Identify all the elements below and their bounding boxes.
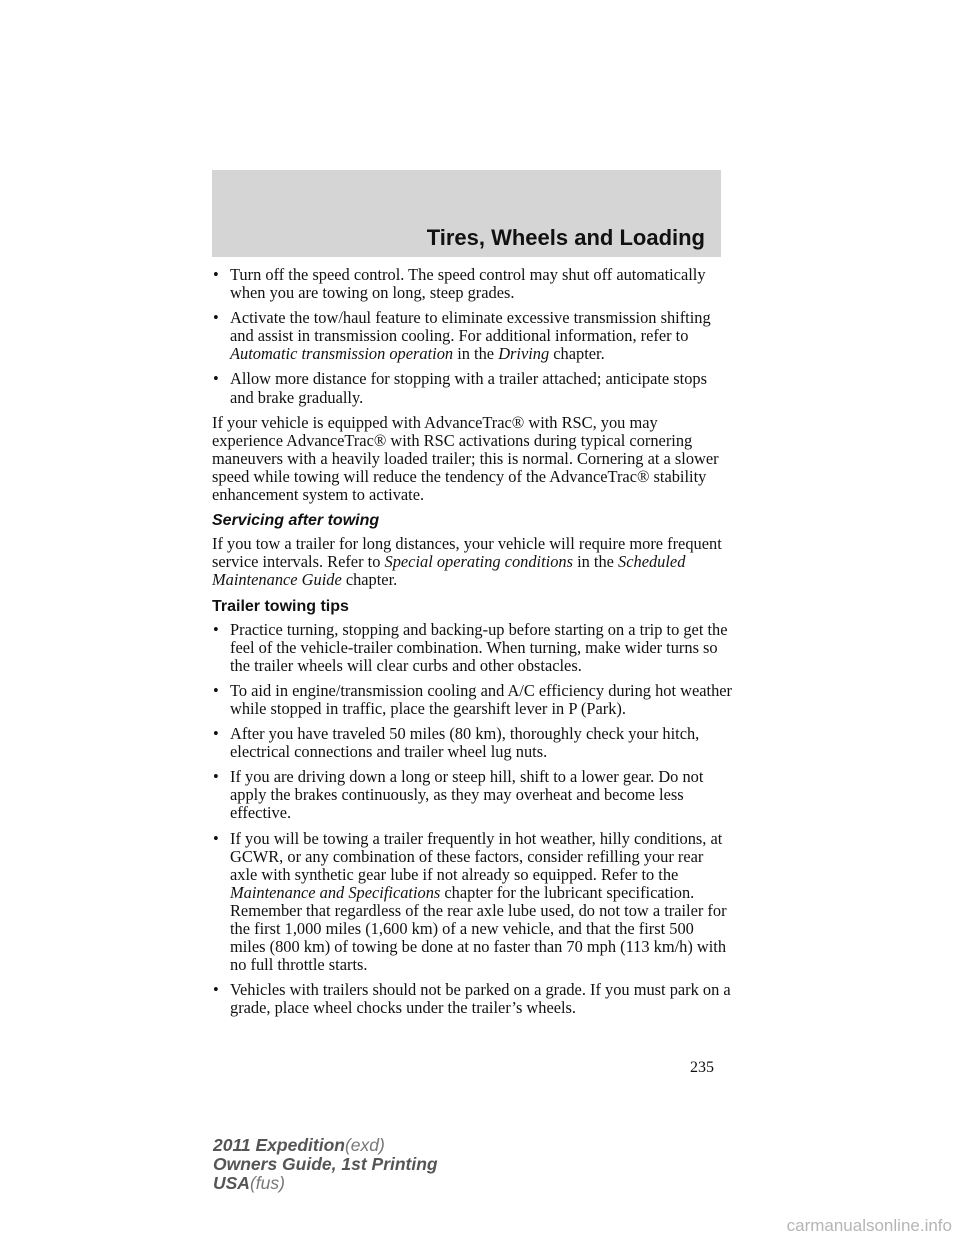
bullet-text: in the [453, 344, 499, 364]
bullet-stopping-distance: • Allow more distance for stopping with a trailer attached; anticipate stops and brake gradually. [212, 370, 732, 406]
tip-practice-turning: • Practice turning, stopping and backing-up before starting on a trip to get the feel of the vehicle-trailer combination. When turning, make wider turns so the trailer wheels will clear curbs and other obstacles. [212, 621, 732, 675]
reference-scheduled-maintenance-guide: Scheduled Maintenance Guide [212, 552, 686, 590]
bullet-text: chapter. [549, 344, 605, 364]
footer-printing: Owners Guide, 1st Printing [213, 1154, 438, 1174]
bullet-text: Activate the tow/haul feature to eliminate excessive transmission shifting and assist in transmission cooling. For additional information, refer to [230, 308, 711, 346]
tip-text: chapter for the lubricant specification. Remember that regardless of the rear axle lube used, do not tow a trailer for the first 1,000 miles (1,600 km) of a new vehicle, and that the first 500 miles (800 km) of towing be done at no faster than 70 mph (113 km/h) with no full throttle starts. [230, 882, 727, 975]
print-footer [213, 1136, 438, 1193]
bullet-speed-control: • Turn off the speed control. The speed control may shut off automatically when you are towing on long, steep grades. [212, 266, 732, 302]
reference-driving: Driving [498, 344, 550, 364]
page-number: 235 [690, 1059, 714, 1076]
servicing-text: If you tow a trailer for long distances, your vehicle will require more frequent service intervals. Refer to [212, 534, 722, 572]
reference-maintenance-specifications: Maintenance and Specifications [230, 882, 441, 902]
footer-market: USA [213, 1173, 250, 1193]
servicing-text: in the [572, 552, 619, 572]
reference-automatic-transmission: Automatic transmission operation [230, 344, 454, 364]
section-title: Tires, Wheels and Loading [426, 225, 705, 250]
tip-check-hitch: • After you have traveled 50 miles (80 km), thoroughly check your hitch, electrical connections and trailer wheel lug nuts. [212, 725, 732, 761]
tip-text: If you will be towing a trailer frequently in hot weather, hilly conditions, at GCWR, or any combination of these factors, consider refilling your rear axle with synthetic gear lube if not already so equipped. Refer to the [230, 828, 723, 884]
page-body [212, 266, 732, 1024]
servicing-paragraph [212, 535, 732, 589]
footer-market-code: (fus) [249, 1173, 285, 1193]
tip-hot-weather [212, 830, 732, 975]
watermark: carmanualsonline.info [786, 1216, 952, 1235]
servicing-heading: Servicing after towing [212, 512, 380, 530]
servicing-text: chapter. [341, 570, 398, 590]
advancetrac-paragraph: If your vehicle is equipped with AdvanceTrac® with RSC, you may experience AdvanceTrac® with RSC activations during typical cornering maneuvers with a heavily loaded trailer; this is normal. Cornering at a slower speed while towing will reduce the tendency of the AdvanceTrac® stability enhancement system to activate. [212, 412, 719, 505]
bullet-tow-haul [212, 309, 732, 363]
section-header-band [212, 170, 721, 257]
footer-model: 2011 Expedition [213, 1135, 345, 1155]
footer-model-code: (exd) [344, 1135, 385, 1155]
towing-tips-heading: Trailer towing tips [212, 597, 349, 615]
tip-steep-hill: • If you are driving down a long or steep hill, shift to a lower gear. Do not apply the brakes continuously, as they may overheat and become less effective. [212, 768, 732, 822]
tip-cooling: • To aid in engine/transmission cooling and A/C efficiency during hot weather while stopped in traffic, place the gearshift lever in P (Park). [212, 682, 732, 718]
reference-special-operating-conditions: Special operating conditions [384, 552, 573, 572]
tip-parking-grade: • Vehicles with trailers should not be parked on a grade. If you must park on a grade, place wheel chocks under the trailer’s wheels. [212, 981, 732, 1017]
